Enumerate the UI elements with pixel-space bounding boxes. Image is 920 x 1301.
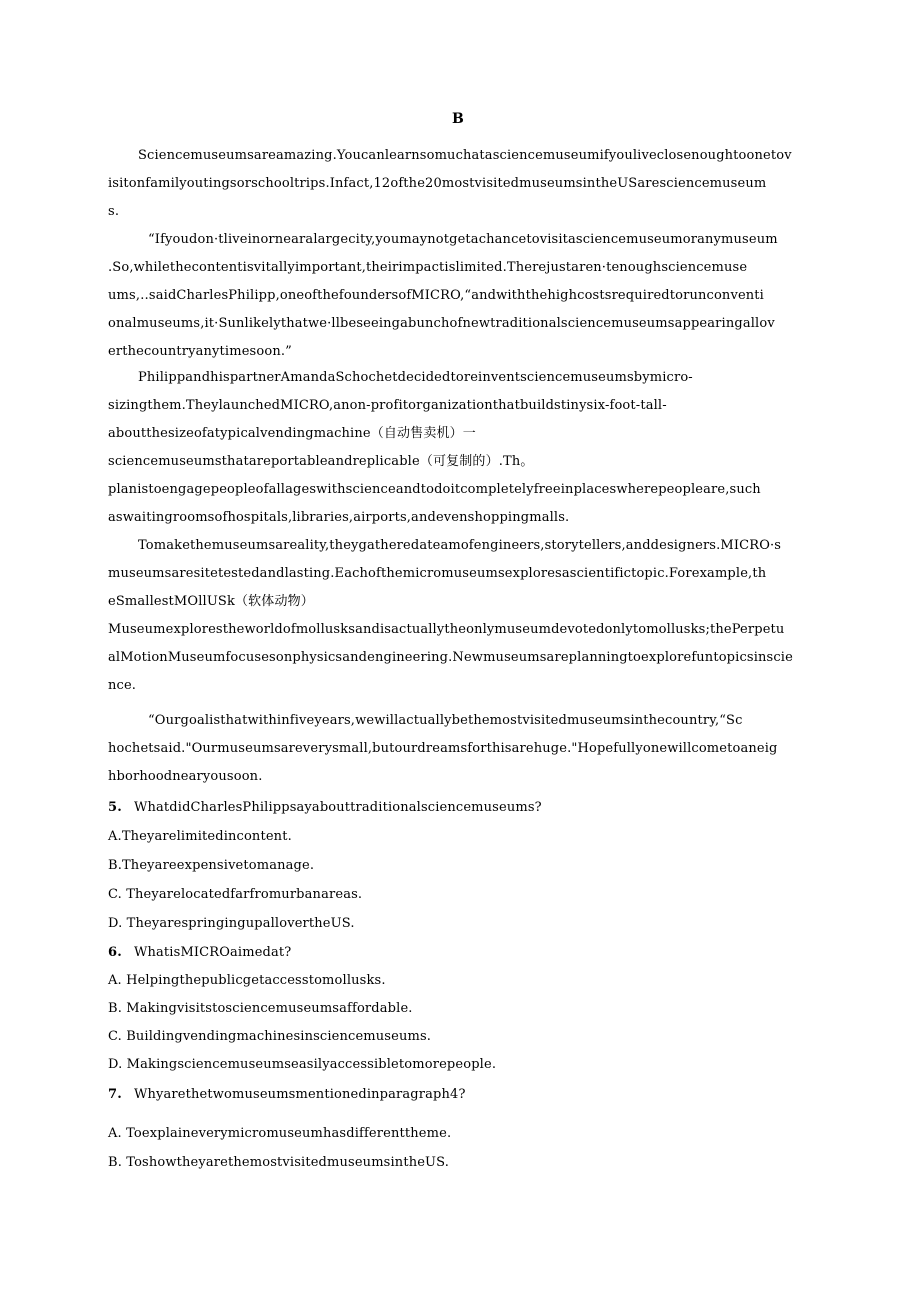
paragraph-line: onalmuseums,it·Sunlikelythatwe·llbeseeingabunchofnewtraditionalsciencemuseumsappearingallov [108, 316, 775, 331]
section-title: B [452, 111, 464, 127]
paragraph-line: “Ourgoalisthatwithinfiveyears,wewillactuallybethemostvisitedmuseumsinthecountry,“Sc [148, 713, 743, 728]
answer-option: D. TheyarespringingupallovertheUS. [108, 916, 355, 931]
question-number: 6. [108, 945, 122, 960]
answer-option: C. Buildingvendingmachinesinsciencemuseums. [108, 1029, 432, 1044]
paragraph-line: museumsaresitetestedandlasting.Eachofthemicromuseumsexploresascientifictopic.Forexample,th [108, 566, 767, 581]
answer-option: D. Makingsciencemuseumseasilyaccessibletomorepeople. [108, 1057, 497, 1072]
paragraph-line: eSmallestMOllUSk（软体动物） [108, 594, 314, 609]
paragraph-line: nce. [108, 678, 137, 693]
answer-option: A. Toexplaineverymicromuseumhasdifferenttheme. [108, 1126, 452, 1141]
paragraph-line: PhilippandhispartnerAmandaSchochetdecidedtoreinventsciencemuseumsbymicro- [138, 370, 693, 385]
paragraph-line: ums,‥saidCharlesPhilipp,oneofthefoundersofMICRO,“andwiththehighcostsrequiredtorunconventi [108, 288, 764, 303]
paragraph-line: alMotionMuseumfocusesonphysicsandengineering.Newmuseumsareplanningtoexplorefuntopicsinscie [108, 650, 793, 665]
question-text: WhatdidCharlesPhilippsayabouttraditionalsciencemuseums? [134, 800, 542, 815]
paragraph-line: aswaitingroomsofhospitals,libraries,airports,andevenshoppingmalls. [108, 510, 570, 525]
answer-option: A.Theyarelimitedincontent. [108, 829, 292, 844]
paragraph-line: “Ifyoudon·tliveinornearalargecity,youmaynotgetachancetovisitasciencemuseumoranymuseum [148, 232, 778, 247]
paragraph-line: Tomakethemuseumsareality,theygatheredateamofengineers,storytellers,anddesigners.MICRO·s [138, 538, 782, 553]
question-5 [108, 799, 542, 817]
paragraph-line: sciencemuseumsthatareportableandreplicable（可复制的）.Th。 [108, 454, 534, 469]
paragraph-line: aboutthesizeofatypicalvendingmachine（自动售卖机）一 [108, 426, 476, 441]
answer-option: A. Helpingthepublicgetaccesstomollusks. [108, 973, 386, 988]
answer-option: B. ToshowtheyarethemostvisitedmuseumsintheUS. [108, 1155, 450, 1170]
question-7 [108, 1086, 466, 1104]
question-text: WhatisMICROaimedat? [134, 945, 292, 960]
paragraph-line: hborhoodnearyousoon. [108, 769, 263, 784]
paragraph-line: s. [108, 204, 120, 219]
paragraph-line: isitonfamilyoutingsorschooltrips.Infact,12ofthe20mostvisitedmuseumsintheUSaresciencemuseum [108, 176, 767, 191]
paragraph-line: hochetsaid."Ourmuseumsareverysmall,butourdreamsforthisarehuge."Hopefullyonewillcometoaneig [108, 741, 778, 756]
answer-option: B. Makingvisitstosciencemuseumsaffordable. [108, 1001, 413, 1016]
paragraph-line: Museumexplorestheworldofmollusksandisactuallytheonlymuseumdevotedonlytomollusks;thePerpetu [108, 622, 785, 637]
question-number: 5. [108, 800, 122, 815]
answer-option: C. Theyarelocatedfarfromurbanareas. [108, 887, 363, 902]
paragraph-line: planistoengagepeopleofallageswithscienceandtodoitcompletelyfreeinplaceswherepeopleare,such [108, 482, 761, 497]
question-text: Whyarethetwomuseumsmentionedinparagraph4? [134, 1087, 466, 1102]
paragraph-line: sizingthem.TheylaunchedMICRO,anon-profitorganizationthatbuildstinysix-foot-tall- [108, 398, 667, 413]
question-number: 7. [108, 1087, 122, 1102]
answer-option: B.Theyareexpensivetomanage. [108, 858, 315, 873]
paragraph-line: erthecountryanytimesoon.” [108, 344, 292, 359]
question-6 [108, 944, 291, 962]
paragraph-line: .So,whilethecontentisvitallyimportant,theirimpactislimited.Therejustaren·tenoughsciencemuse [108, 260, 748, 275]
paragraph-line: Sciencemuseumsareamazing.Youcanlearnsomuchatasciencemuseumifyouliveclosenoughtoonetov [138, 148, 792, 163]
